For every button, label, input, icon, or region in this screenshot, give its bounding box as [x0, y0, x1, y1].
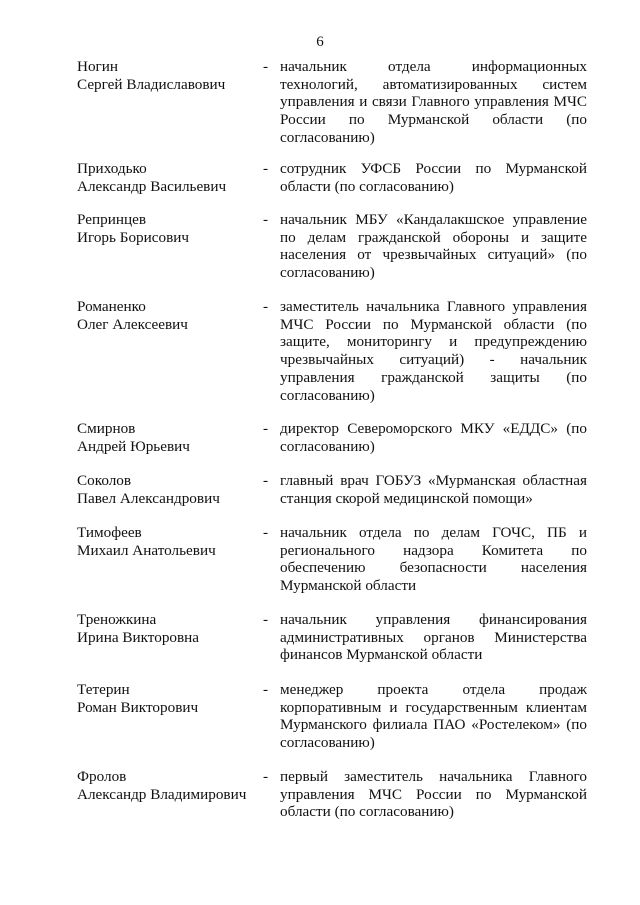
member-position: начальник отдела по делам ГОЧС, ПБ и регионального надзора Комитета по обеспечению безопасности населения Мурманской области	[280, 524, 587, 595]
separator-dash: -	[263, 472, 269, 489]
member-surname: Фролов	[77, 768, 127, 785]
member-surname: Тетерин	[77, 681, 130, 698]
member-given-names: Роман Викторович	[77, 698, 199, 716]
page-number: 6	[316, 34, 324, 50]
member-name	[77, 524, 262, 559]
member-name	[77, 472, 262, 507]
member-position: менеджер проекта отдела продаж корпоративным и государственным клиентам Мурманского филиала ПАО «Ростелеком» (по согласованию)	[280, 681, 587, 752]
member-entry-frolov	[77, 768, 587, 868]
separator-dash: -	[263, 768, 269, 785]
member-surname: Тимофеев	[77, 524, 142, 541]
separator-dash: -	[263, 420, 269, 437]
member-position: директор Североморского МКУ «ЕДДС» (по согласованию)	[280, 420, 587, 455]
member-surname: Репринцев	[77, 211, 147, 228]
member-surname: Соколов	[77, 472, 132, 489]
member-given-names: Андрей Юрьевич	[77, 437, 190, 455]
member-given-names: Игорь Борисович	[77, 228, 190, 246]
member-given-names: Павел Александрович	[77, 489, 220, 507]
member-position: первый заместитель начальника Главного управления МЧС России по Мурманской области (по согласованию)	[280, 768, 587, 821]
separator-dash: -	[263, 611, 269, 628]
member-surname: Ногин	[77, 58, 119, 75]
separator-dash: -	[263, 524, 269, 541]
member-name	[77, 681, 262, 716]
separator-dash: -	[263, 298, 269, 315]
member-name	[77, 160, 262, 195]
member-position: главный врач ГОБУЗ «Мурманская областная станция скорой медицинской помощи»	[280, 472, 587, 507]
separator-dash: -	[263, 681, 269, 698]
member-name	[77, 420, 262, 455]
member-given-names: Александр Владимирович	[77, 785, 247, 803]
member-position: начальник управления финансирования административных органов Министерства финансов Мурманской области	[280, 611, 587, 664]
member-given-names: Михаил Анатольевич	[77, 541, 216, 559]
member-name	[77, 298, 262, 333]
member-given-names: Ирина Викторовна	[77, 628, 200, 646]
separator-dash: -	[263, 160, 269, 177]
separator-dash: -	[263, 211, 269, 228]
member-position: заместитель начальника Главного управления МЧС России по Мурманской области (по защите, мониторингу и предупреждению чрезвычайных ситуаций) - начальник управления гражданской защиты (по согласованию)	[280, 298, 587, 404]
member-position: начальник отдела информационных технологий, автоматизированных систем управления и связи Главного управления МЧС России по Мурманской области (по согласованию)	[280, 58, 587, 146]
member-name	[77, 611, 262, 646]
member-entry-romanenko	[77, 298, 587, 404]
member-surname: Треножкина	[77, 611, 157, 628]
member-entry-teterin	[77, 681, 587, 781]
member-position: сотрудник УФСБ России по Мурманской области (по согласованию)	[280, 160, 587, 195]
member-given-names: Александр Васильевич	[77, 177, 227, 195]
member-surname: Романенко	[77, 298, 146, 315]
separator-dash: -	[263, 58, 269, 75]
member-entry-reprintsev	[77, 211, 587, 311]
member-entry-nogin	[77, 58, 587, 158]
member-entry-timofeev	[77, 524, 587, 624]
member-name	[77, 58, 262, 93]
member-given-names: Олег Алексеевич	[77, 315, 188, 333]
member-surname: Смирнов	[77, 420, 136, 437]
member-given-names: Сергей Владиславович	[77, 75, 226, 93]
member-position: начальник МБУ «Кандалакшское управление по делам гражданской обороны и защите населения от чрезвычайных ситуаций» (по согласованию)	[280, 211, 587, 282]
member-surname: Приходько	[77, 160, 147, 177]
member-name	[77, 768, 262, 803]
member-name	[77, 211, 262, 246]
